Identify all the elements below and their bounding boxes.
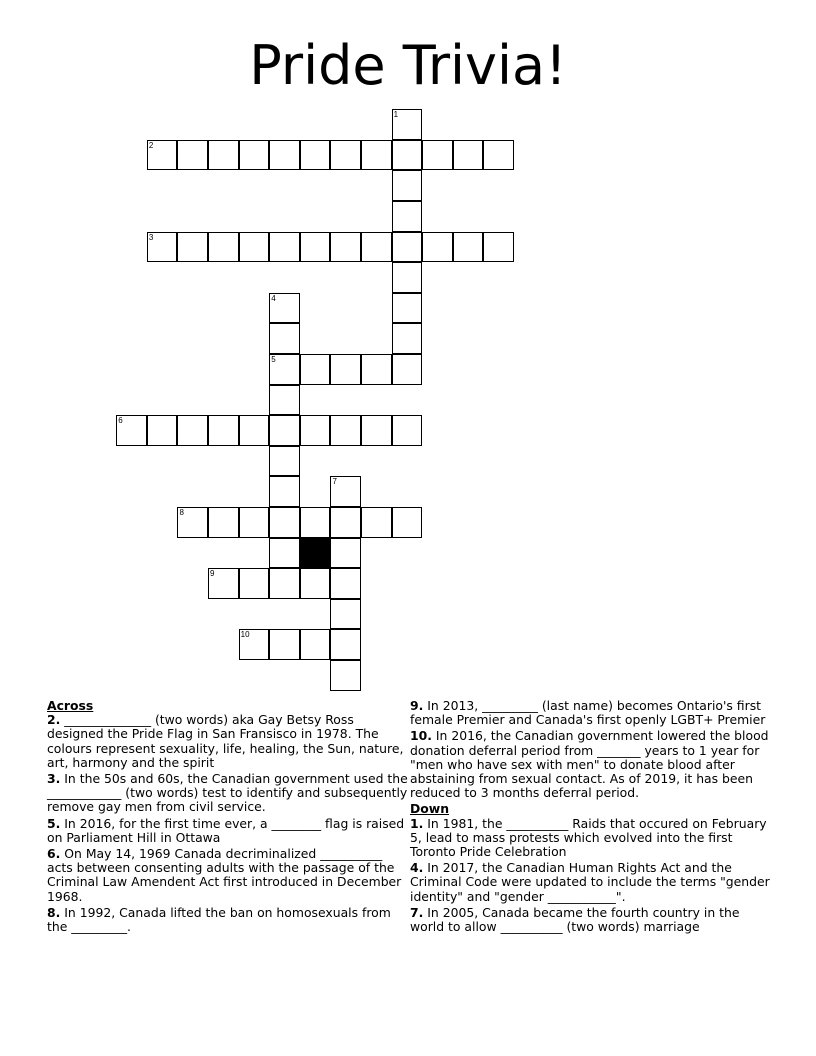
grid-cell[interactable] bbox=[239, 232, 270, 263]
grid-cell[interactable] bbox=[269, 476, 300, 507]
clue-across-6: 6. On May 14, 1969 Canada decriminalized __________ acts between consenting adults with the passage of the Criminal Law Amendent Act first introduced in December 1968. bbox=[47, 846, 402, 904]
grid-cell[interactable] bbox=[392, 262, 423, 293]
grid-cell[interactable] bbox=[392, 323, 423, 354]
grid-cell[interactable] bbox=[330, 599, 361, 630]
grid-cell[interactable] bbox=[269, 415, 300, 446]
grid-cell[interactable] bbox=[483, 140, 514, 171]
grid-cell[interactable] bbox=[208, 507, 239, 538]
grid-cell[interactable] bbox=[392, 170, 423, 201]
clue-number: 7 bbox=[332, 477, 337, 487]
grid-cell[interactable] bbox=[330, 568, 361, 599]
grid-cell[interactable] bbox=[392, 140, 423, 171]
grid-cell[interactable] bbox=[269, 323, 300, 354]
grid-cell[interactable] bbox=[177, 415, 208, 446]
grid-cell[interactable] bbox=[300, 507, 331, 538]
grid-cell[interactable] bbox=[269, 140, 300, 171]
grid-cell[interactable] bbox=[300, 140, 331, 171]
grid-cell[interactable] bbox=[361, 415, 392, 446]
clue-number: 8 bbox=[179, 508, 184, 518]
clue-number: 2 bbox=[148, 140, 154, 150]
grid-cell[interactable] bbox=[330, 140, 361, 171]
grid-cell[interactable] bbox=[269, 568, 300, 599]
grid-cell[interactable] bbox=[330, 354, 361, 385]
clue-down-4: 4. In 2017, the Canadian Human Rights Act and the Criminal Code were updated to include the terms "gender identity" and "gender ___________". bbox=[410, 860, 770, 904]
grid-cell[interactable] bbox=[422, 140, 453, 171]
page-title: Pride Trivia! bbox=[249, 34, 567, 97]
grid-cell[interactable] bbox=[330, 415, 361, 446]
clue-number: 5 bbox=[271, 355, 276, 365]
grid-cell[interactable] bbox=[392, 354, 423, 385]
grid-cell[interactable] bbox=[300, 629, 331, 660]
grid-cell[interactable] bbox=[330, 629, 361, 660]
grid-cell[interactable] bbox=[177, 507, 208, 538]
grid-cell[interactable] bbox=[239, 568, 270, 599]
grid-cell[interactable] bbox=[361, 507, 392, 538]
grid-cell[interactable] bbox=[147, 232, 178, 263]
clue-down-1: 1. In 1981, the __________ Raids that occured on February 5, lead to mass protests which evolved into the first Toronto Pride Celebration bbox=[410, 815, 767, 860]
grid-cell[interactable] bbox=[116, 415, 147, 446]
grid-cell[interactable] bbox=[392, 293, 423, 324]
grid-cell[interactable] bbox=[269, 446, 300, 477]
grid-cell[interactable] bbox=[392, 507, 423, 538]
clues-right-column bbox=[410, 699, 772, 936]
grid-cell[interactable] bbox=[147, 140, 178, 171]
grid-cell[interactable] bbox=[269, 232, 300, 263]
grid-cell[interactable] bbox=[208, 568, 239, 599]
clue-number: 1 bbox=[393, 110, 399, 120]
clue-number: 4 bbox=[271, 293, 276, 303]
grid-cell[interactable] bbox=[330, 476, 361, 507]
grid-cell[interactable] bbox=[239, 140, 270, 171]
grid-cell[interactable] bbox=[269, 629, 300, 660]
grid-cell[interactable] bbox=[330, 538, 361, 569]
black-cell bbox=[300, 538, 331, 569]
grid-cell[interactable] bbox=[208, 140, 239, 171]
down-heading: Down bbox=[410, 801, 450, 817]
clue-number: 10 bbox=[240, 630, 250, 640]
grid-cell[interactable] bbox=[453, 140, 484, 171]
grid-cell[interactable] bbox=[361, 354, 392, 385]
clues-left-column bbox=[47, 699, 409, 936]
grid-cell[interactable] bbox=[269, 385, 300, 416]
clue-across-9: 9. In 2013, _________ (last name) becomes Ontario's first female Premier and Canada's first openly LGBT+ Premier bbox=[410, 698, 766, 728]
grid-cell[interactable] bbox=[392, 109, 423, 140]
across-heading: Across bbox=[47, 698, 94, 713]
clue-number: 6 bbox=[118, 416, 123, 426]
clue-number: 3 bbox=[148, 232, 154, 242]
grid-cell[interactable] bbox=[269, 354, 300, 385]
grid-cell[interactable] bbox=[239, 629, 270, 660]
grid-cell[interactable] bbox=[269, 507, 300, 538]
clue-across-5: 5. In 2016, for the first time ever, a ________ flag is raised on Parliament Hill in Ottawa bbox=[47, 815, 405, 845]
clue-down-7: 7. In 2005, Canada became the fourth country in the world to allow __________ (two words) marriage bbox=[410, 904, 740, 935]
grid-cell[interactable] bbox=[330, 232, 361, 263]
grid-cell[interactable] bbox=[361, 232, 392, 263]
grid-cell[interactable] bbox=[330, 660, 361, 691]
grid-cell[interactable] bbox=[147, 415, 178, 446]
grid-cell[interactable] bbox=[300, 415, 331, 446]
grid-cell[interactable] bbox=[269, 538, 300, 569]
clue-across-3: 3. In the 50s and 60s, the Canadian government used the ____________ (two words) test to identify and subsequently remove gay men from civil service. bbox=[47, 771, 408, 815]
clue-across-2: 2. ______________ (two words) aka Gay Betsy Ross designed the Pride Flag in San Fransisco in 1978. The colours represent sexuality, life, healing, the Sun, nature, art, harmony and the spirit bbox=[47, 712, 404, 770]
clue-across-8: 8. In 1992, Canada lifted the ban on homosexuals from the _________. bbox=[47, 904, 391, 935]
grid-cell[interactable] bbox=[269, 293, 300, 324]
grid-cell[interactable] bbox=[300, 568, 331, 599]
grid-cell[interactable] bbox=[300, 354, 331, 385]
grid-cell[interactable] bbox=[392, 415, 423, 446]
clue-across-10: 10. In 2016, the Canadian government lowered the blood donation deferral period from _______ years to 1 year for "men who have sex with men" to donate blood after abstaining from sexual contact. As of 2019, it has been reduced to 3 months deferral period. bbox=[410, 728, 769, 801]
grid-cell[interactable] bbox=[208, 415, 239, 446]
grid-cell[interactable] bbox=[392, 201, 423, 232]
grid-cell[interactable] bbox=[330, 507, 361, 538]
grid-cell[interactable] bbox=[453, 232, 484, 263]
grid-cell[interactable] bbox=[361, 140, 392, 171]
grid-cell[interactable] bbox=[483, 232, 514, 263]
grid-cell[interactable] bbox=[177, 232, 208, 263]
grid-cell[interactable] bbox=[177, 140, 208, 171]
clue-number: 9 bbox=[210, 569, 215, 579]
grid-cell[interactable] bbox=[422, 232, 453, 263]
grid-cell[interactable] bbox=[208, 232, 239, 263]
grid-cell[interactable] bbox=[392, 232, 423, 263]
grid-cell[interactable] bbox=[239, 415, 270, 446]
grid-cell[interactable] bbox=[239, 507, 270, 538]
grid-cell[interactable] bbox=[300, 232, 331, 263]
